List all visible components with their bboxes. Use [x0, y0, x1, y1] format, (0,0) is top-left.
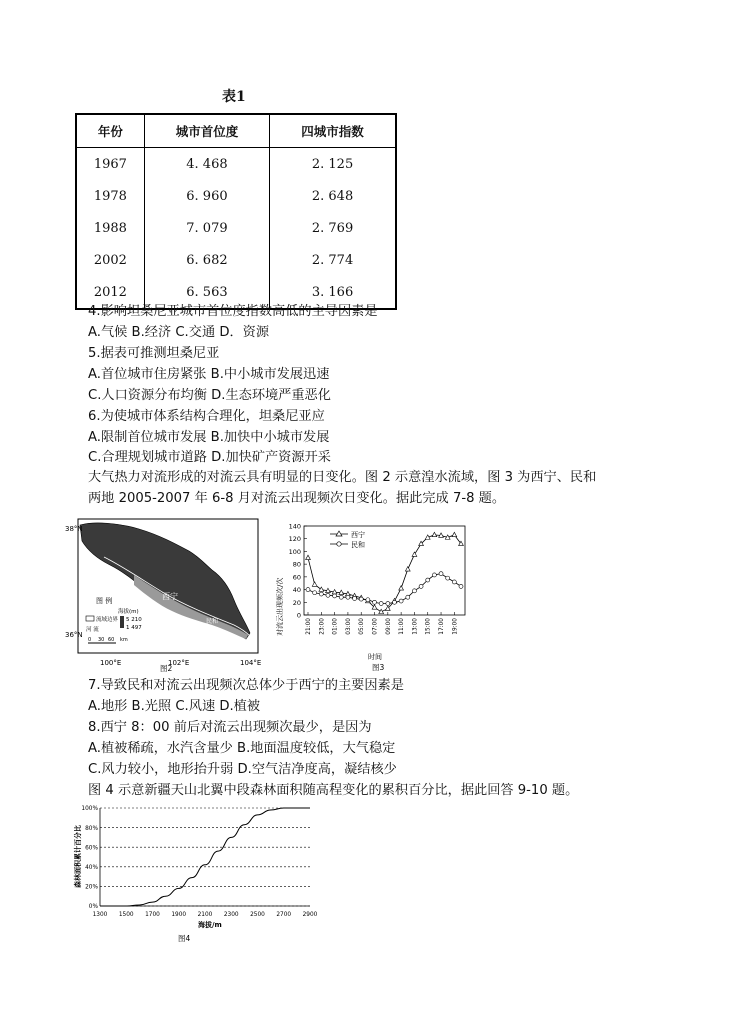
lat-38-label: 38°N — [65, 525, 83, 533]
q5-options-2: C.人口资源分布均衡 D.生态环境严重恶化 — [88, 388, 331, 403]
cell-primacy: 4. 468 — [144, 148, 269, 181]
fig3-ytick-label: 80 — [292, 560, 301, 569]
cell-primacy: 7. 079 — [144, 212, 269, 244]
fig3-xtick-label: 05:00 — [359, 618, 366, 635]
fig4-ytick-label: 0% — [88, 904, 98, 911]
cell-year: 1978 — [93, 188, 127, 204]
fig3-ytick-label: 100 — [288, 547, 301, 556]
fig3-point-minhe — [432, 573, 436, 577]
fig3-point-xining — [412, 552, 417, 556]
table-row — [76, 244, 396, 276]
fig3-point-minhe — [439, 572, 443, 576]
legend-minhe: 民和 — [351, 541, 365, 549]
scale-0: 0 — [88, 637, 92, 643]
fig3-point-minhe — [373, 600, 377, 604]
fig3-point-minhe — [333, 594, 337, 598]
q8-options-1: A.植被稀疏，水汽含量少 B.地面温度较低，大气稳定 — [88, 741, 396, 756]
fig4-curve — [100, 808, 310, 906]
fig3-xtick-label: 03:00 — [345, 618, 352, 635]
legend-triangle-icon — [336, 531, 342, 536]
fig3-point-minhe — [379, 602, 383, 606]
fig4-ytick-label: 40% — [85, 865, 98, 871]
lon-102-label: 102°E — [168, 659, 190, 667]
intro-fig4: 图 4 示意新疆天山北翼中段森林面积随高程变化的累积百分比，据此回答 9-10 题。 — [88, 783, 579, 798]
fig3-xtick-label: 21:00 — [306, 618, 312, 635]
fig4-xtick-label: 1900 — [171, 912, 187, 918]
fig3-ytick-label: 120 — [288, 535, 301, 544]
table1 — [75, 113, 397, 310]
fig3-point-minhe — [406, 595, 410, 599]
fig3-point-xining — [319, 587, 324, 591]
fig3-xtick-label: 13:00 — [412, 618, 419, 635]
lon-100-label: 100°E — [100, 659, 122, 667]
fig4-xtick-label: 1300 — [92, 912, 108, 918]
q8-options-2: C.风力较小，地形抬升弱 D.空气洁净度高，凝结核少 — [88, 762, 397, 777]
fig3-ytick-label: 40 — [292, 586, 301, 595]
fig3-point-minhe — [326, 593, 330, 597]
cell-primacy: 6. 960 — [144, 180, 269, 212]
q6-stem: 6.为使城市体系结构合理化，坦桑尼亚应 — [88, 409, 325, 424]
fig3-xtick-label: 01:00 — [332, 618, 339, 635]
fig3-series-line-xining — [308, 535, 461, 612]
fig3-point-minhe — [359, 597, 363, 601]
intro-fig2-3-line2: 两地 2005-2007 年 6-8 月对流云出现频次日变化。据此完成 7-8 题。 — [88, 491, 506, 506]
cell-index: 2. 774 — [311, 252, 354, 268]
fig3-point-minhe — [319, 592, 323, 596]
legend-high-label: 5 210 — [126, 617, 142, 623]
table-row — [76, 212, 396, 244]
fig3-point-minhe — [419, 584, 423, 588]
legend-xining: 西宁 — [351, 531, 365, 539]
header-primacy: 城市首位度 — [144, 114, 269, 148]
cell-index: 3. 166 — [311, 284, 354, 300]
fig3-ylabel: 对流云出现频次/次 — [276, 577, 284, 636]
fig3-xtick-label: 19:00 — [452, 618, 459, 635]
fig3-point-minhe — [353, 596, 357, 600]
fig4-chart — [72, 802, 317, 948]
fig4-xtick-label: 1700 — [145, 912, 160, 918]
fig4-ylabel: 森林面积累计百分比 — [74, 825, 82, 888]
fig3-point-minhe — [339, 595, 343, 599]
fig4-xtick-label: 2100 — [197, 912, 213, 918]
table1-caption: 表1 — [222, 89, 246, 105]
cell-primacy: 6. 682 — [144, 244, 269, 276]
intro-fig2-3-line1: 大气热力对流形成的对流云具有明显的日变化。图 2 示意湟水流域，图 3 为西宁、民和 — [88, 470, 597, 485]
fig3-xtick-label: 15:00 — [425, 618, 432, 635]
fig3-point-xining — [399, 586, 404, 590]
fig3-point-xining — [312, 582, 317, 586]
legend-elev-swatch — [120, 616, 124, 628]
q6-options-1: A.限制首位城市发展 B.加快中小城市发展 — [88, 430, 330, 445]
fig4-xtick-label: 2500 — [250, 912, 265, 918]
fig3-point-minhe — [313, 591, 317, 595]
lat-36-label: 36°N — [65, 631, 83, 639]
fig3-xtick-label: 09:00 — [385, 618, 392, 635]
legend-boundary-label: 流域边界 — [96, 617, 119, 623]
lon-104-label: 104°E — [240, 659, 262, 667]
legend-circle-icon — [337, 542, 341, 546]
fig3-point-minhe — [452, 580, 456, 584]
fig3-point-xining — [452, 532, 457, 536]
q7-options: A.地形 B.光照 C.风速 D.植被 — [88, 699, 261, 714]
fig3-xtick-label: 07:00 — [372, 618, 379, 635]
legend-elev-label: 海拔(m) — [118, 609, 139, 615]
q4-options: A.气候 B.经济 C.交通 D．资源 — [88, 325, 270, 340]
cell-year: 2002 — [93, 252, 127, 268]
fig4-xtick-label: 2300 — [223, 912, 239, 918]
city-minhe: 民和 — [206, 618, 219, 625]
fig4-caption: 图4 — [178, 934, 191, 943]
q6-options-2: C.合理规划城市道路 D.加快矿产资源开采 — [88, 450, 331, 465]
fig3-point-minhe — [346, 595, 350, 599]
cell-primacy: 6. 563 — [144, 276, 269, 309]
fig3-point-xining — [432, 532, 437, 536]
fig3-xlabel: 时间 — [368, 653, 382, 661]
fig3-ytick-label: 140 — [288, 522, 301, 531]
cell-year: 2012 — [93, 284, 127, 300]
q5-options-1: A.首位城市住房紧张 B.中小城市发展迅速 — [88, 367, 330, 382]
cell-index: 2. 769 — [311, 220, 354, 236]
legend-river-label: 河 流 — [86, 627, 99, 633]
fig3-ytick-label: 20 — [292, 598, 301, 607]
scale-30: 30 — [98, 637, 105, 643]
fig4-xtick-label: 2900 — [302, 912, 317, 918]
table-row — [76, 148, 396, 181]
fig3-caption: 图3 — [372, 663, 385, 671]
fig4-xlabel: 海拔/m — [198, 921, 222, 929]
fig3-legend — [330, 530, 365, 549]
fig4-ytick-label: 20% — [85, 884, 98, 891]
scale-km: km — [120, 637, 128, 643]
header-year: 年份 — [76, 114, 144, 148]
header-four-city-index: 四城市指数 — [270, 114, 396, 148]
city-xining: 西宁 — [162, 592, 178, 601]
fig3-point-xining — [306, 555, 311, 559]
fig3-series-line-minhe — [308, 574, 461, 604]
fig3-ytick-label: 60 — [292, 573, 301, 582]
fig2-caption: 图2 — [160, 664, 173, 673]
q4-stem: 4.影响坦桑尼亚城市首位度指数高低的主导因素是 — [88, 304, 378, 319]
legend-low-label: 1 497 — [126, 625, 142, 631]
q8-stem: 8.西宁 8：00 前后对流云出现频次最少，是因为 — [88, 720, 372, 735]
fig3-chart — [268, 518, 473, 671]
cell-year: 1988 — [93, 220, 127, 236]
table-header-row — [76, 114, 396, 148]
q5-stem: 5.据表可推测坦桑尼亚 — [88, 346, 220, 361]
fig3-ytick-label: 0 — [296, 611, 301, 620]
fig3-point-minhe — [459, 584, 463, 588]
fig3-point-minhe — [426, 578, 430, 582]
fig3-point-minhe — [306, 588, 310, 592]
fig3-point-minhe — [412, 589, 416, 593]
fig3-point-minhe — [399, 599, 403, 603]
cell-index: 2. 648 — [311, 188, 354, 204]
table-row — [76, 180, 396, 212]
scale-60: 60 — [108, 637, 115, 643]
q7-stem: 7.导致民和对流云出现频次总体少于西宁的主要因素是 — [88, 678, 404, 693]
fig4-ytick-label: 80% — [85, 825, 98, 832]
cell-year: 1967 — [93, 156, 127, 172]
fig4-ytick-label: 100% — [81, 806, 98, 813]
fig3-point-minhe — [446, 576, 450, 580]
fig3-point-xining — [405, 567, 410, 571]
fig3-xtick-label: 11:00 — [399, 618, 406, 635]
fig2-map — [64, 515, 268, 675]
fig3-point-minhe — [366, 598, 370, 602]
fig3-point-minhe — [386, 602, 390, 606]
fig4-xtick-label: 1500 — [118, 912, 134, 918]
fig3-plot-frame — [304, 526, 465, 615]
cell-index: 2. 125 — [311, 156, 354, 172]
fig3-xtick-label: 23:00 — [319, 618, 326, 635]
legend-boundary-swatch — [86, 616, 94, 621]
fig4-xtick-label: 2700 — [276, 912, 292, 918]
fig3-point-minhe — [392, 600, 396, 604]
fig3-xtick-label: 17:00 — [439, 618, 446, 635]
legend-title: 图 例 — [96, 597, 113, 605]
fig4-ytick-label: 60% — [85, 845, 98, 852]
